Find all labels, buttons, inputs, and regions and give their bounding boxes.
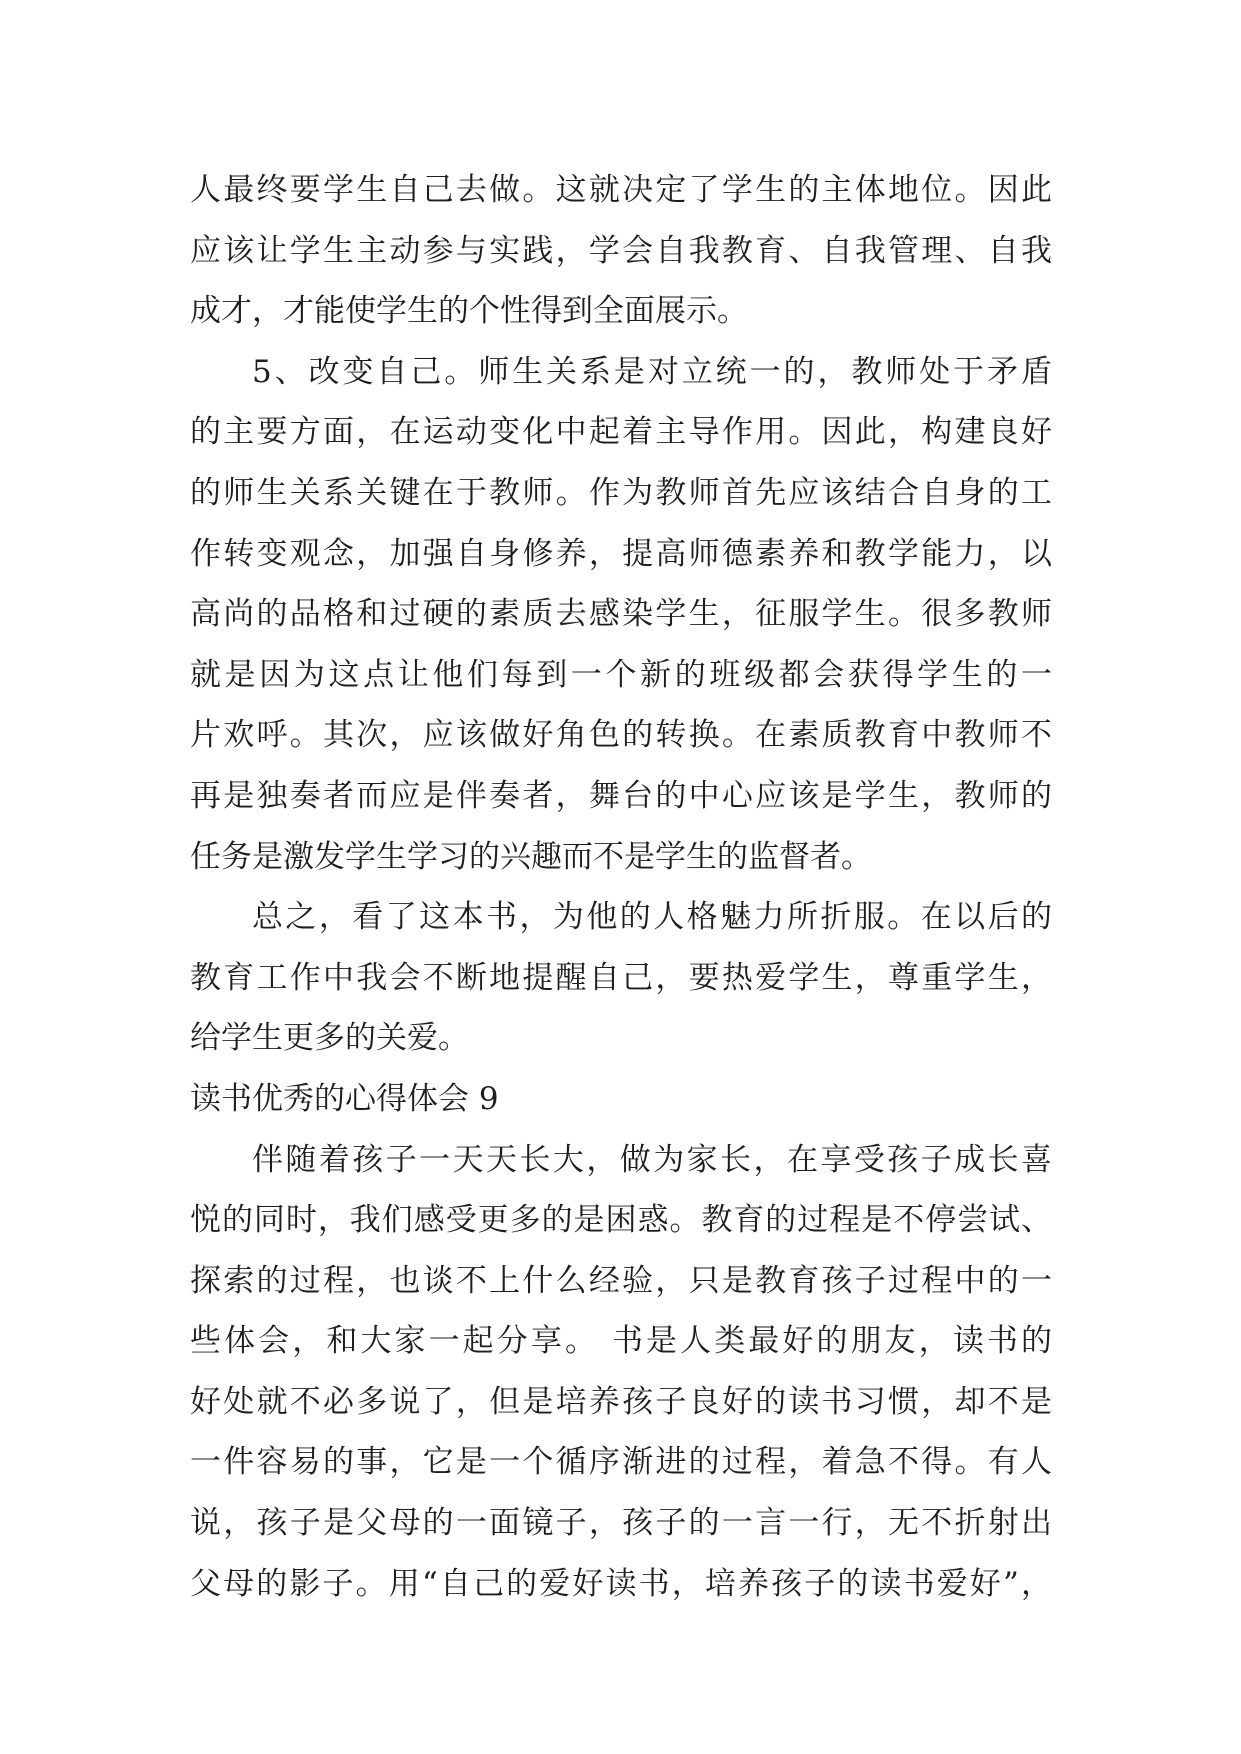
document-body — [190, 160, 1052, 1614]
text-line: 一件容易的事，它是一个循序渐进的过程，着急不得。有人 — [190, 1444, 1052, 1481]
text-line: 人最终要学生自己去做。这就决定了学生的主体地位。因此 — [190, 172, 1052, 208]
text-line: 些体会，和大家一起分享。 书是人类最好的朋友，读书的 — [190, 1323, 1052, 1360]
text-line: 总之，看了这本书，为他的人格魅力所折服。在以后的 — [252, 899, 1052, 936]
text-line: 悦的同时，我们感受更多的是困惑。教育的过程是不停尝试、 — [190, 1202, 1052, 1239]
text-line: 好处就不必多说了，但是培养孩子良好的读书习惯，却不是 — [190, 1383, 1052, 1420]
text-line: 教育工作中我会不断地提醒自己，要热爱学生，尊重学生， — [190, 959, 1052, 996]
text-line: 伴随着孩子一天天长大，做为家长，在享受孩子成长喜 — [252, 1141, 1052, 1178]
text-line: 应该让学生主动参与实践，学会自我教育、自我管理、自我 — [190, 232, 1052, 269]
text-line: 作转变观念，加强自身修养，提高师德素养和教学能力，以 — [190, 535, 1052, 572]
text-line: 成才，才能使学生的个性得到全面展示。 — [190, 293, 748, 330]
section-heading: 读书优秀的心得体会 9 — [190, 1080, 499, 1117]
text-line: 5、改变自己。师生关系是对立统一的，教师处于矛盾 — [252, 353, 1052, 390]
text-line: 父母的影子。用“自己的爱好读书，培养孩子的读书爱好”， — [190, 1565, 1052, 1602]
text-line: 片欢呼。其次，应该做好角色的转换。在素质教育中教师不 — [190, 717, 1052, 754]
text-line: 探索的过程，也谈不上什么经验，只是教育孩子过程中的一 — [190, 1262, 1052, 1299]
text-line: 的师生关系关键在于教师。作为教师首先应该结合自身的工 — [190, 474, 1052, 511]
text-line: 说，孩子是父母的一面镜子，孩子的一言一行，无不折射出 — [190, 1505, 1052, 1542]
text-line: 再是独奏者而应是伴奏者，舞台的中心应该是学生，教师的 — [190, 777, 1052, 814]
text-line: 给学生更多的关爱。 — [190, 1020, 469, 1057]
text-line: 就是因为这点让他们每到一个新的班级都会获得学生的一 — [190, 656, 1052, 693]
text-line: 高尚的品格和过硬的素质去感染学生，征服学生。很多教师 — [190, 596, 1052, 633]
text-line: 的主要方面，在运动变化中起着主导作用。因此，构建良好 — [190, 414, 1052, 451]
text-line: 任务是激发学生学习的兴趣而不是学生的监督者。 — [190, 838, 872, 875]
